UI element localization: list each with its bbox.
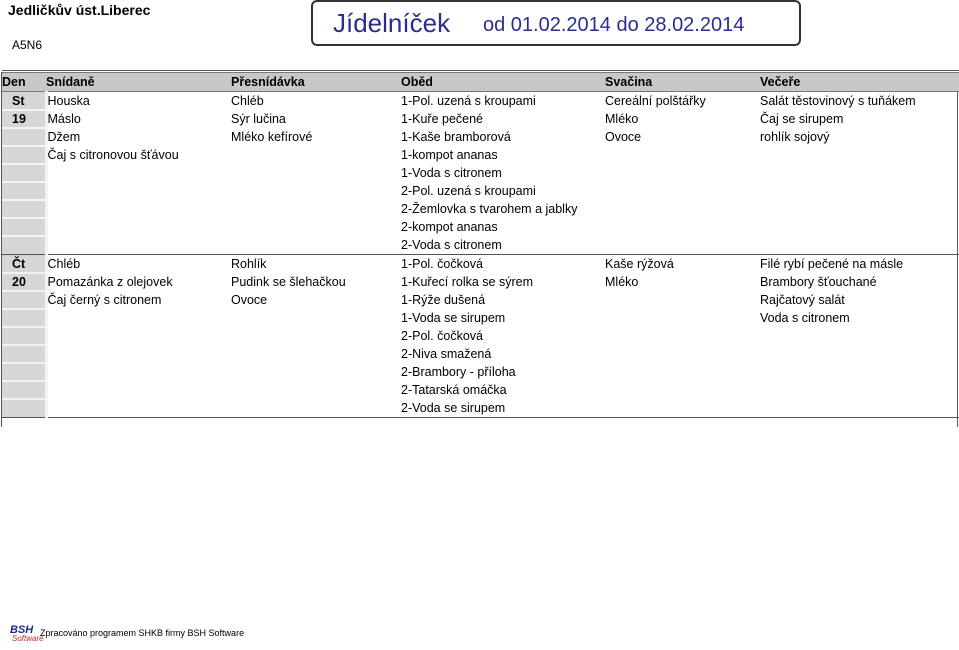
table-row <box>2 291 959 309</box>
menu-cell: 1-Kuře pečené <box>401 112 484 126</box>
menu-cell: Salát těstovinový s tuňákem <box>760 94 916 108</box>
table-row <box>2 92 959 111</box>
menu-cell: Mléko <box>605 275 639 289</box>
day-cell <box>2 146 46 164</box>
menu-cell: Čaj s citronovou šťávou <box>47 148 179 162</box>
menu-cell <box>46 327 231 345</box>
menu-cell <box>46 182 231 200</box>
col-breakfast: Snídaně <box>46 73 231 92</box>
menu-cell: Čaj černý s citronem <box>47 293 162 307</box>
menu-cell: Mléko <box>605 112 639 126</box>
table-row <box>2 255 959 274</box>
menu-cell <box>46 399 231 418</box>
menu-cell <box>231 146 401 164</box>
menu-cell: Mléko kefírové <box>231 130 313 144</box>
menu-cell <box>46 236 231 255</box>
menu-cell <box>231 381 401 399</box>
menu-cell <box>46 381 231 399</box>
menu-cell: 1-Voda se sirupem <box>401 311 506 325</box>
menu-cell <box>605 146 760 164</box>
menu-cell: Džem <box>47 130 81 144</box>
day-cell <box>2 291 46 309</box>
menu-cell: 2-Voda se sirupem <box>401 399 605 418</box>
menu-cell: 2-kompot ananas <box>401 220 498 234</box>
col-day: Den <box>2 73 46 92</box>
menu-cell <box>605 218 760 236</box>
menu-cell: Cereální polštářky <box>605 94 706 108</box>
menu-cell <box>46 200 231 218</box>
menu-cell: 1-Kuřecí rolka se sýrem <box>401 275 533 289</box>
menu-cell: 2-Voda s citronem <box>401 236 605 255</box>
table-row <box>2 236 959 255</box>
page-title: Jídelníček <box>333 8 451 38</box>
table-row <box>2 146 959 164</box>
menu-cell <box>231 345 401 363</box>
col-snack-pm: Svačina <box>605 73 760 92</box>
menu-cell: 1-Kaše bramborová <box>401 130 511 144</box>
menu-cell: 1-Pol. čočková <box>401 257 483 271</box>
day-cell <box>2 200 46 218</box>
table-row <box>2 182 959 200</box>
day-cell: Čt <box>2 255 46 274</box>
menu-cell <box>605 200 760 218</box>
day-cell <box>2 381 46 399</box>
menu-cell <box>605 345 760 363</box>
menu-cell: Pudink se šlehačkou <box>231 275 346 289</box>
day-cell <box>2 363 46 381</box>
table-row <box>2 327 959 345</box>
menu-cell: Filé rybí pečené na másle <box>760 257 904 271</box>
day-cell <box>2 309 46 327</box>
footer-text: Zpracováno programem SHKB firmy BSH Software <box>40 628 245 638</box>
menu-cell <box>605 399 760 418</box>
menu-cell <box>605 164 760 182</box>
menu-cell <box>605 381 760 399</box>
day-cell <box>2 236 46 255</box>
menu-cell <box>231 327 401 345</box>
col-dinner: Večeře <box>760 73 959 92</box>
menu-cell: 2-Žemlovka s tvarohem a jablky <box>401 202 578 216</box>
menu-cell: 2-Pol. uzená s kroupami <box>401 184 536 198</box>
day-cell: 19 <box>2 110 46 128</box>
menu-cell <box>46 363 231 381</box>
day-cell <box>2 327 46 345</box>
col-lunch: Oběd <box>401 73 605 92</box>
menu-cell: rohlík sojový <box>760 130 830 144</box>
menu-cell: 2-Niva smažená <box>401 347 492 361</box>
menu-cell <box>605 363 760 381</box>
menu-cell: Rajčatový salát <box>760 293 845 307</box>
menu-cell <box>605 327 760 345</box>
menu-cell <box>231 218 401 236</box>
menu-cell: Ovoce <box>605 130 642 144</box>
menu-cell: Máslo <box>47 112 81 126</box>
group-code: A5N6 <box>12 38 43 52</box>
menu-cell <box>605 309 760 327</box>
menu-cell <box>760 399 959 418</box>
menu-cell <box>605 236 760 255</box>
date-range: od 01.02.2014 do 28.02.2014 <box>483 14 745 36</box>
menu-cell: 1-Pol. uzená s kroupami <box>401 94 536 108</box>
day-cell <box>2 164 46 182</box>
school-name: Jedličkův úst.Liberec <box>8 2 151 18</box>
menu-cell <box>231 399 401 418</box>
day-cell <box>2 182 46 200</box>
menu-cell <box>760 164 959 182</box>
col-snack-am: Přesnídávka <box>231 73 401 92</box>
table-row <box>2 200 959 218</box>
menu-cell <box>760 182 959 200</box>
day-cell: St <box>2 92 46 111</box>
menu-cell: Sýr lučina <box>231 112 286 126</box>
table-row <box>2 273 959 291</box>
menu-cell: Kaše rýžová <box>605 257 674 271</box>
menu-table <box>2 72 959 418</box>
menu-cell: Rohlík <box>231 257 267 271</box>
menu-cell: 2-Tatarská omáčka <box>401 383 507 397</box>
menu-cell <box>760 345 959 363</box>
menu-cell: 2-Brambory - příloha <box>401 365 516 379</box>
menu-cell <box>760 381 959 399</box>
menu-cell <box>46 345 231 363</box>
menu-body <box>2 92 959 418</box>
table-row <box>2 363 959 381</box>
table-row <box>2 164 959 182</box>
menu-cell <box>231 236 401 255</box>
table-row <box>2 218 959 236</box>
menu-cell: 1-Rýže dušená <box>401 293 486 307</box>
menu-cell: Houska <box>47 94 90 108</box>
table-row <box>2 309 959 327</box>
menu-cell: Chléb <box>47 257 81 271</box>
menu-cell <box>760 146 959 164</box>
day-cell <box>2 345 46 363</box>
menu-cell <box>760 236 959 255</box>
menu-cell <box>231 182 401 200</box>
menu-cell <box>231 200 401 218</box>
day-cell <box>2 218 46 236</box>
table-row <box>2 399 959 418</box>
menu-cell <box>605 182 760 200</box>
table-row <box>2 345 959 363</box>
bsh-logo: BSH Software <box>10 624 44 643</box>
menu-cell <box>760 200 959 218</box>
menu-cell: Ovoce <box>231 293 268 307</box>
menu-cell <box>231 309 401 327</box>
menu-cell <box>605 291 760 309</box>
table-row <box>2 110 959 128</box>
menu-cell: Chléb <box>231 94 264 108</box>
menu-header <box>2 73 959 92</box>
day-cell: 20 <box>2 273 46 291</box>
menu-cell <box>760 218 959 236</box>
menu-cell: Voda s citronem <box>760 311 850 325</box>
menu-cell: 1-Voda s citronem <box>401 166 502 180</box>
menu-cell <box>231 164 401 182</box>
table-top-border <box>2 70 959 71</box>
menu-cell: Čaj se sirupem <box>760 112 844 126</box>
menu-cell <box>231 363 401 381</box>
menu-cell: Brambory šťouchané <box>760 275 877 289</box>
menu-cell <box>46 309 231 327</box>
menu-cell: 1-kompot ananas <box>401 148 498 162</box>
menu-cell: 2-Pol. čočková <box>401 329 483 343</box>
title-box <box>311 0 801 46</box>
menu-cell <box>760 327 959 345</box>
menu-cell: Pomazánka z olejovek <box>47 275 173 289</box>
menu-cell <box>760 363 959 381</box>
day-cell <box>2 399 46 418</box>
table-row <box>2 381 959 399</box>
table-row <box>2 128 959 146</box>
menu-cell <box>46 164 231 182</box>
menu-cell <box>46 218 231 236</box>
day-cell <box>2 128 46 146</box>
